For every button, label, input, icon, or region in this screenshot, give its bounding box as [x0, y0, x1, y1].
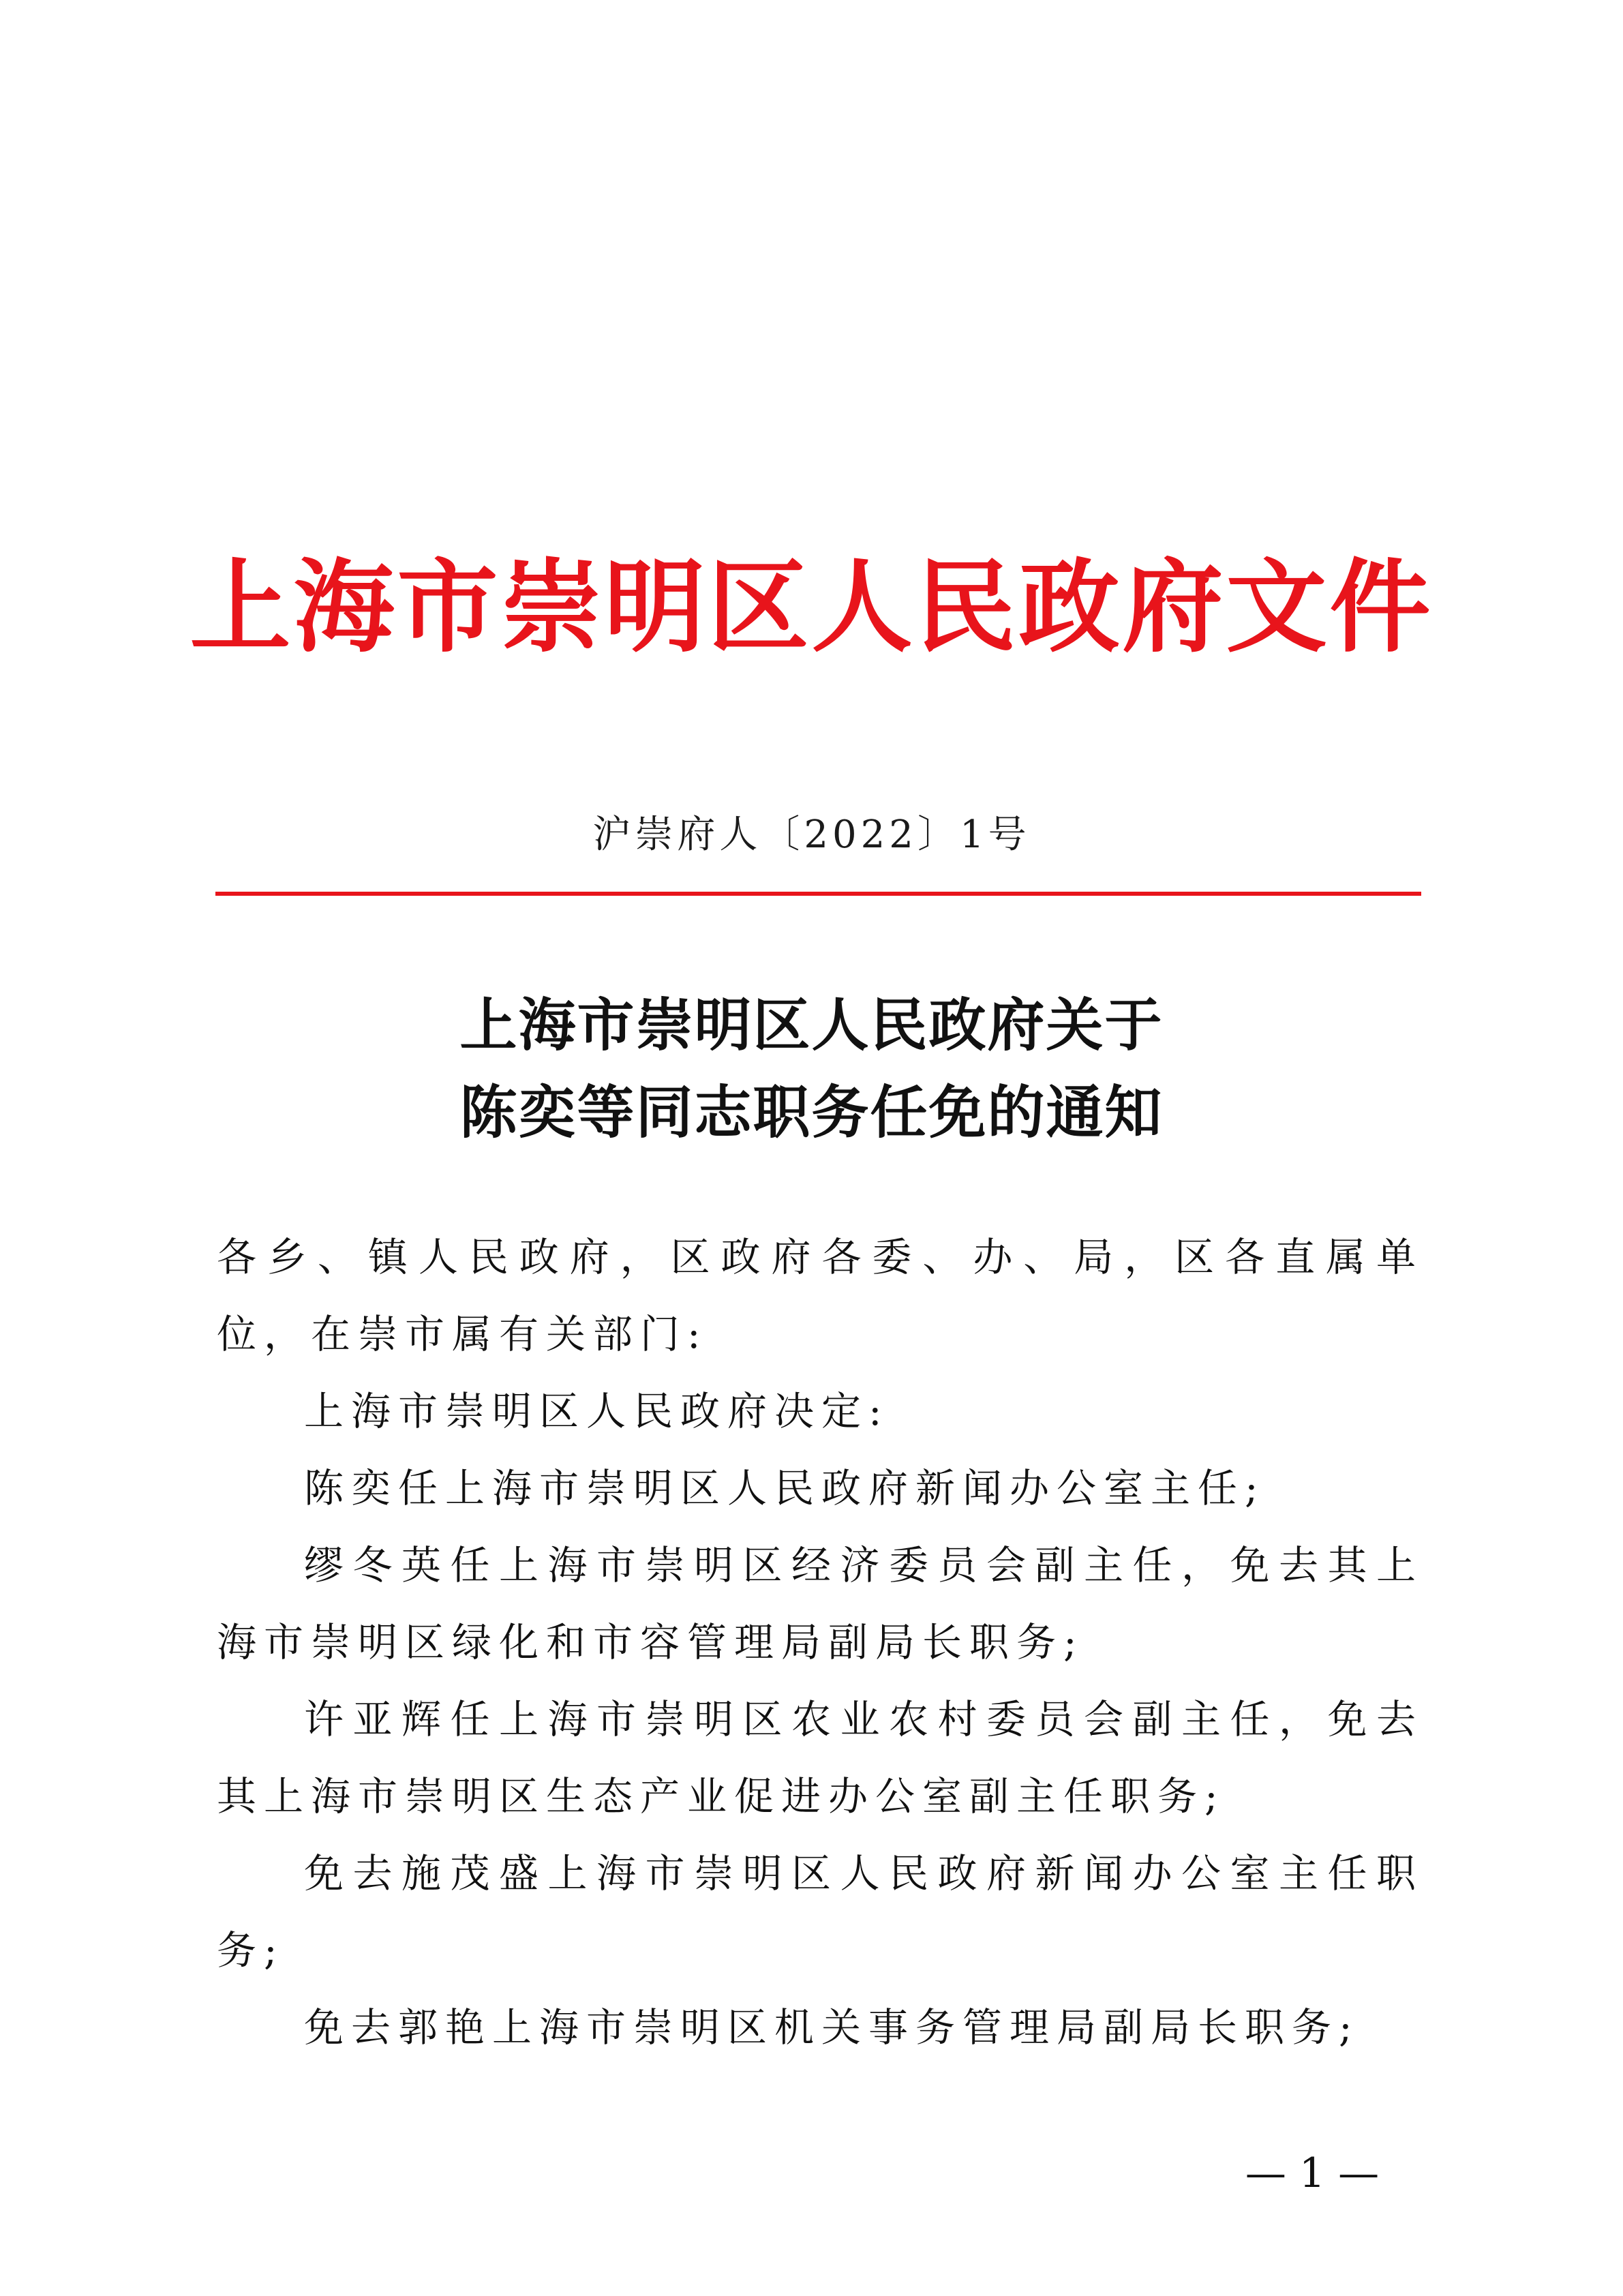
- page-number: — 1 —: [1245, 2149, 1380, 2197]
- body-paragraph: 免去郭艳上海市崇明区机关事务管理局副局长职务;: [304, 2004, 1360, 2051]
- red-divider-line: [215, 892, 1421, 896]
- document-body: [217, 1219, 1423, 2066]
- body-paragraph: 免去施茂盛上海市崇明区人民政府新闻办公室主任职务;: [217, 1850, 1423, 1974]
- document-masthead: 上海市崇明区人民政府文件: [189, 547, 1434, 666]
- document-number: 沪崇府人〔2022〕1号: [592, 813, 1031, 857]
- body-paragraph: 上海市崇明区人民政府决定:: [304, 1388, 890, 1434]
- document-title: [0, 982, 1623, 1156]
- body-paragraph: 许亚辉任上海市崇明区农业农村委员会副主任，免去其上海市崇明区生态产业促进办公室副主任职务;: [217, 1696, 1423, 1819]
- salutation: 各乡、镇人民政府，区政府各委、办、局，区各直属单位，在崇市属有关部门:: [217, 1234, 1423, 1357]
- document-title-line-1: 上海市崇明区人民政府关于: [459, 991, 1164, 1059]
- document-title-line-2: 陈奕等同志职务任免的通知: [459, 1078, 1164, 1146]
- body-paragraph: 陈奕任上海市崇明区人民政府新闻办公室主任;: [304, 1465, 1266, 1511]
- body-paragraph: 缪冬英任上海市崇明区经济委员会副主任，免去其上海市崇明区绿化和市容管理局副局长职务;: [217, 1542, 1423, 1665]
